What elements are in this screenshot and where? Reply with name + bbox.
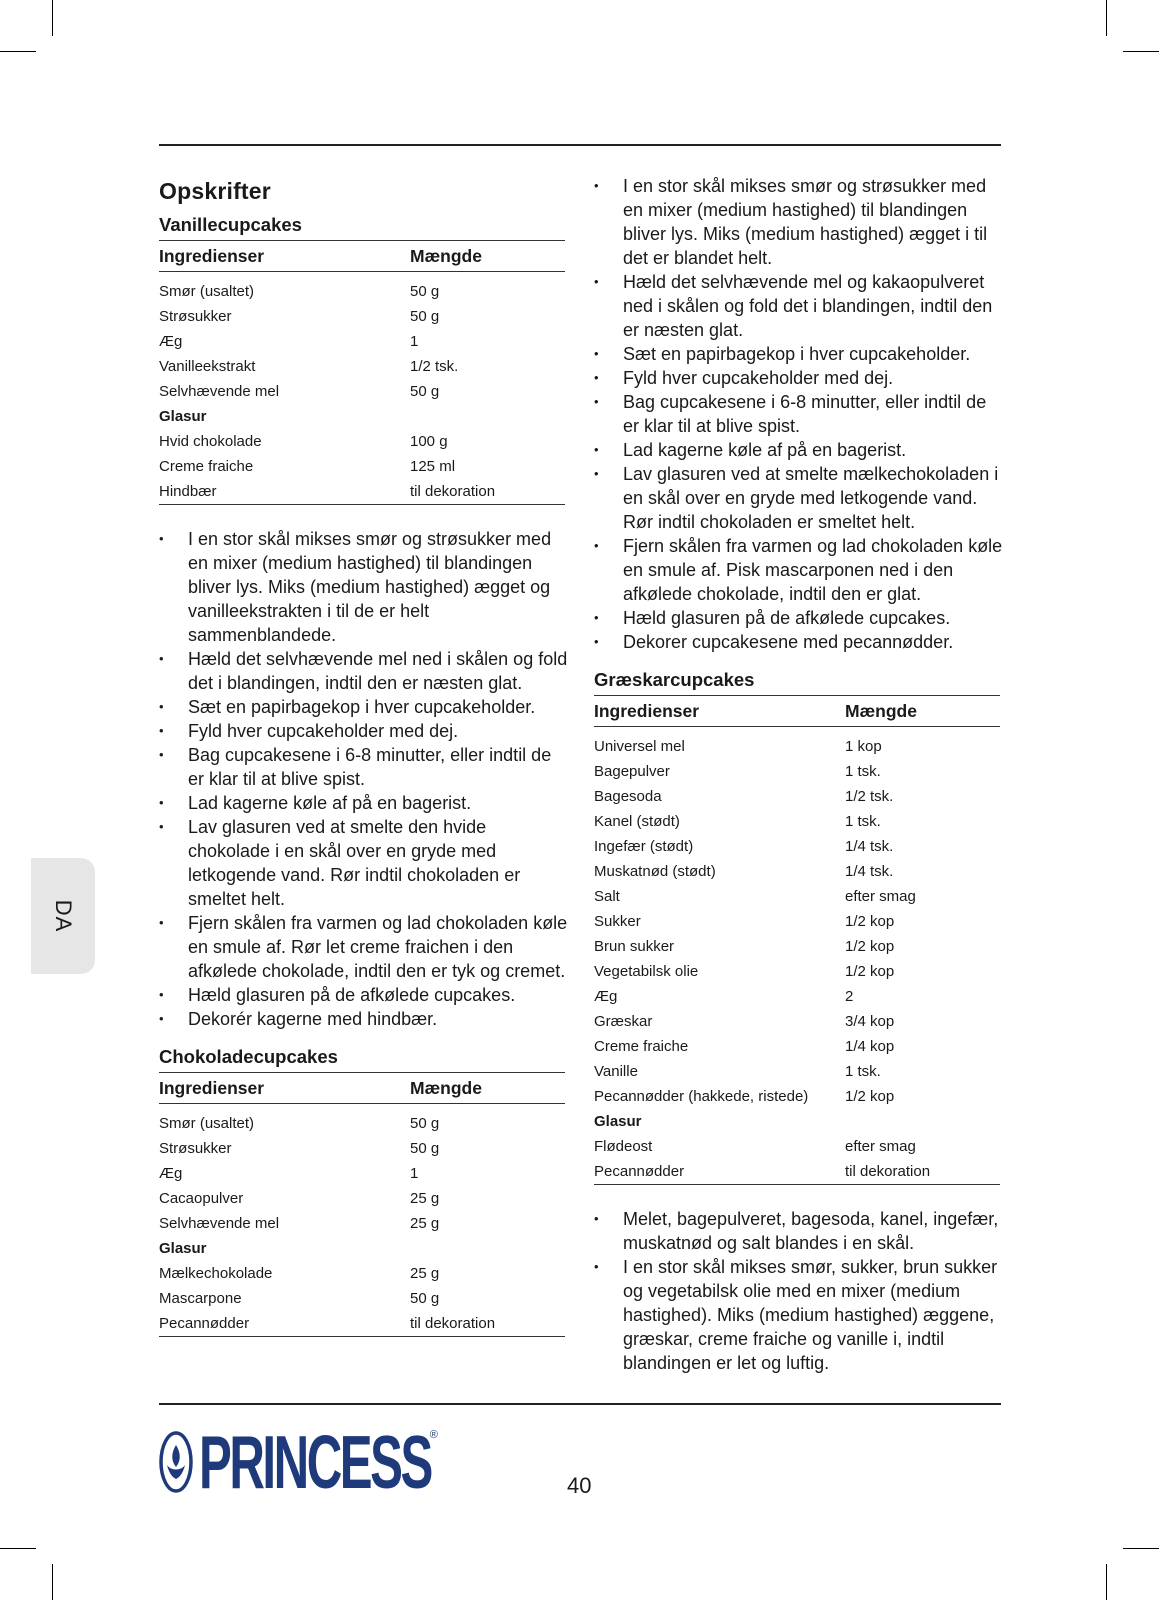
list-item: • Fjern skålen fra varmen og lad chokoladen køle en smule af. Rør let creme fraichen i den afkølede chokolade, indtil den er tyk og cremet. xyxy=(159,911,569,983)
ingredients-table-pumpkin xyxy=(594,695,1000,1185)
table-row xyxy=(594,1009,1000,1034)
ingredient-amount: 50 g xyxy=(410,282,440,300)
table-row xyxy=(159,454,565,479)
ingredients-table-chocolate xyxy=(159,1072,565,1337)
column-header-ingredient: Ingredienser xyxy=(159,241,410,272)
ingredient-amount: 50 g xyxy=(410,1114,440,1132)
ingredient-amount: 125 ml xyxy=(410,458,456,475)
table-row xyxy=(159,354,565,379)
table-row xyxy=(159,379,565,404)
steps-list-pumpkin xyxy=(594,1207,1004,1375)
ingredient-amount: 1/4 tsk. xyxy=(845,863,894,880)
list-item: • Hæld det selvhævende mel ned i skålen og fold det i blandingen, indtil den er næsten glat. xyxy=(159,647,569,695)
ingredient-amount: til dekoration xyxy=(410,1311,565,1337)
ingredient-amount: 1/4 tsk. xyxy=(845,838,894,855)
ingredient-amount: 1/2 tsk. xyxy=(410,358,459,375)
table-row xyxy=(594,1084,1000,1109)
ingredient-name: Selvhævende mel xyxy=(159,383,280,400)
top-rule xyxy=(159,144,1001,146)
list-item: • Bag cupcakesene i 6-8 minutter, eller indtil de er klar til at blive spist. xyxy=(594,390,1004,438)
table-row xyxy=(159,1311,565,1337)
ingredient-name: Muskatnød (stødt) xyxy=(594,863,716,880)
steps-list-vanilla xyxy=(159,527,569,1031)
table-row xyxy=(594,859,1000,884)
list-item: • Lav glasuren ved at smelte den hvide chokolade i en skål over en gryde med letkogende vand. Rør indtil chokoladen er smeltet helt. xyxy=(159,815,569,911)
ingredient-name: Æg xyxy=(594,988,618,1005)
ingredient-amount: 1 xyxy=(410,1165,419,1182)
ingredient-amount xyxy=(410,1236,565,1261)
crop-mark xyxy=(1106,0,1107,36)
ingredient-name: Creme fraiche xyxy=(159,458,254,475)
table-row xyxy=(159,304,565,329)
ingredients-table-vanilla xyxy=(159,240,565,505)
column-header-ingredient: Ingredienser xyxy=(594,696,845,727)
ingredient-amount: 50 g xyxy=(410,383,440,400)
subheading-glaze: Glasur xyxy=(159,408,207,425)
ingredient-name: Bagepulver xyxy=(594,763,670,780)
table-subheading xyxy=(594,1109,1000,1134)
ingredient-amount: 1/2 kop xyxy=(845,913,895,930)
crop-mark xyxy=(52,0,53,36)
table-row xyxy=(594,809,1000,834)
table-row xyxy=(594,984,1000,1009)
table-row xyxy=(594,1034,1000,1059)
subheading-glaze: Glasur xyxy=(159,1240,207,1257)
page-title: Opskrifter xyxy=(159,178,271,204)
ingredient-amount: 2 xyxy=(845,988,854,1005)
steps-list-chocolate xyxy=(594,174,1004,654)
table-row xyxy=(159,329,565,354)
crop-mark xyxy=(1123,1548,1159,1549)
ingredient-amount: 1 tsk. xyxy=(845,813,881,830)
table-subheading xyxy=(159,404,565,429)
ingredient-amount: 1 tsk. xyxy=(845,763,881,780)
ingredient-amount: 25 g xyxy=(410,1215,440,1232)
list-item: • I en stor skål mikses smør og strøsukker med en mixer (medium hastighed) til blandingen bliver lys. Miks (medium hastighed) ægget og vanilleekstrakten i til de er helt sammenblandede. xyxy=(159,527,569,647)
list-item: • Fyld hver cupcakeholder med dej. xyxy=(159,719,569,743)
table-row xyxy=(159,1136,565,1161)
column-header-amount: Mængde xyxy=(410,241,565,272)
ingredient-amount xyxy=(410,404,565,429)
ingredient-amount: 1/2 kop xyxy=(845,963,895,980)
ingredient-amount: efter smag xyxy=(845,888,916,905)
ingredient-amount: 50 g xyxy=(410,1290,440,1307)
ingredient-name: Pecannødder (hakkede, ristede) xyxy=(594,1088,809,1105)
ingredient-name: Pecannødder xyxy=(594,1159,845,1185)
ingredient-name: Smør (usaltet) xyxy=(159,1114,255,1132)
ingredient-amount: 1 tsk. xyxy=(845,1063,881,1080)
ingredient-name: Strøsukker xyxy=(159,1140,232,1157)
ingredient-name: Brun sukker xyxy=(594,938,675,955)
crop-mark xyxy=(52,1564,53,1600)
table-row xyxy=(159,1104,565,1137)
registered-mark: ® xyxy=(429,1429,438,1441)
table-row xyxy=(159,1211,565,1236)
list-item: • Hæld glasuren på de afkølede cupcakes. xyxy=(594,606,1004,630)
table-row xyxy=(159,479,565,505)
crop-mark xyxy=(1106,1564,1107,1600)
ingredient-amount: 1/2 kop xyxy=(845,938,895,955)
ingredient-name: Pecannødder xyxy=(159,1311,410,1337)
ingredient-name: Hindbær xyxy=(159,479,410,505)
list-item: • Fjern skålen fra varmen og lad chokoladen køle en smule af. Pisk mascarponen ned i den afkølede chokolade, indtil den er glat. xyxy=(594,534,1004,606)
subheading-glaze: Glasur xyxy=(594,1113,642,1130)
princess-logo xyxy=(159,1420,438,1504)
ingredient-amount: til dekoration xyxy=(845,1159,1000,1185)
ingredient-name: Cacaopulver xyxy=(159,1190,244,1207)
ingredient-amount: 1 xyxy=(410,333,419,350)
list-item: • Lad kagerne køle af på en bagerist. xyxy=(159,791,569,815)
language-tab-label: DA xyxy=(51,899,76,933)
table-row xyxy=(159,1261,565,1286)
ingredient-name: Vanille xyxy=(594,1063,638,1080)
ingredient-amount: 1/2 kop xyxy=(845,1088,895,1105)
ingredient-name: Flødeost xyxy=(594,1138,653,1155)
ingredient-name: Vanilleekstrakt xyxy=(159,358,256,375)
table-row xyxy=(594,834,1000,859)
ingredient-name: Bagesoda xyxy=(594,788,662,805)
ingredient-amount: til dekoration xyxy=(410,479,565,505)
ingredient-name: Sukker xyxy=(594,913,641,930)
list-item: • Sæt en papirbagekop i hver cupcakeholder. xyxy=(594,342,1004,366)
ingredient-name: Græskar xyxy=(594,1013,653,1030)
ingredient-amount: 25 g xyxy=(410,1190,440,1207)
bottom-rule xyxy=(159,1403,1001,1405)
table-row xyxy=(594,784,1000,809)
ingredient-amount: 100 g xyxy=(410,433,448,450)
ingredient-amount: 3/4 kop xyxy=(845,1013,895,1030)
list-item: • Hæld det selvhævende mel og kakaopulveret ned i skålen og fold det i blandingen, indtil den er næsten glat. xyxy=(594,270,1004,342)
ingredient-name: Æg xyxy=(159,333,183,350)
ingredient-name: Æg xyxy=(159,1165,183,1182)
column-header-amount: Mængde xyxy=(410,1073,565,1104)
table-row xyxy=(594,1059,1000,1084)
table-row xyxy=(594,1159,1000,1185)
list-item: • Lad kagerne køle af på en bagerist. xyxy=(594,438,1004,462)
column-header-amount: Mængde xyxy=(845,696,1000,727)
table-row xyxy=(594,959,1000,984)
table-row xyxy=(159,1161,565,1186)
list-item: • Lav glasuren ved at smelte mælkechokoladen i en skål over en gryde med letkogende vand. Rør indtil chokoladen er smeltet helt. xyxy=(594,462,1004,534)
ingredient-amount: 1 kop xyxy=(845,737,882,755)
column-header-ingredient: Ingredienser xyxy=(159,1073,410,1104)
ingredient-name: Mascarpone xyxy=(159,1290,242,1307)
right-column xyxy=(594,174,1004,1375)
language-tab xyxy=(31,858,95,974)
left-column xyxy=(159,174,568,1337)
ingredient-name: Smør (usaltet) xyxy=(159,282,255,300)
table-row xyxy=(159,1186,565,1211)
recipe-title-chocolate: Chokoladecupcakes xyxy=(159,1046,338,1067)
crop-mark xyxy=(1123,51,1159,52)
list-item: • Dekorér kagerne med hindbær. xyxy=(159,1007,569,1031)
page-number: 40 xyxy=(567,1473,592,1498)
ingredient-name: Salt xyxy=(594,888,620,905)
table-row xyxy=(594,909,1000,934)
ingredient-name: Kanel (stødt) xyxy=(594,813,680,830)
list-item: • Hæld glasuren på de afkølede cupcakes. xyxy=(159,983,569,1007)
ingredient-name: Vegetabilsk olie xyxy=(594,963,699,980)
table-row xyxy=(594,1134,1000,1159)
table-row xyxy=(159,272,565,305)
table-row xyxy=(159,1286,565,1311)
ingredient-amount: 1/2 tsk. xyxy=(845,788,894,805)
list-item: • Sæt en papirbagekop i hver cupcakeholder. xyxy=(159,695,569,719)
list-item: • Bag cupcakesene i 6-8 minutter, eller indtil de er klar til at blive spist. xyxy=(159,743,569,791)
table-subheading xyxy=(159,1236,565,1261)
list-item: • I en stor skål mikses smør og strøsukker med en mixer (medium hastighed) til blandingen bliver lys. Miks (medium hastighed) ægget i til det er blandet helt. xyxy=(594,174,1004,270)
brand-wordmark: PRINCESS xyxy=(199,1420,431,1504)
ingredient-name: Ingefær (stødt) xyxy=(594,838,694,855)
crop-mark xyxy=(0,51,36,52)
ingredient-amount: 25 g xyxy=(410,1265,440,1282)
ingredient-name: Mælkechokolade xyxy=(159,1265,273,1282)
ingredient-name: Universel mel xyxy=(594,737,685,755)
list-item: • Fyld hver cupcakeholder med dej. xyxy=(594,366,1004,390)
ingredient-name: Creme fraiche xyxy=(594,1038,689,1055)
ingredient-amount: 50 g xyxy=(410,1140,440,1157)
ingredient-name: Selvhævende mel xyxy=(159,1215,280,1232)
recipe-title-vanilla: Vanillecupcakes xyxy=(159,214,302,235)
list-item: • I en stor skål mikses smør, sukker, brun sukker og vegetabilsk olie med en mixer (medium hastighed). Miks (medium hastighed) æggene, græskar, creme fraiche og vanille i, indtil blandingen er let og luftig. xyxy=(594,1255,1004,1375)
list-item: • Dekorer cupcakesene med pecannødder. xyxy=(594,630,1004,654)
crop-mark xyxy=(0,1548,36,1549)
list-item: • Melet, bagepulveret, bagesoda, kanel, ingefær, muskatnød og salt blandes i en skål. xyxy=(594,1207,1004,1255)
ingredient-name: Hvid chokolade xyxy=(159,433,262,450)
table-row xyxy=(594,884,1000,909)
table-row xyxy=(594,727,1000,760)
ingredient-amount: 50 g xyxy=(410,308,440,325)
ingredient-amount xyxy=(845,1109,1000,1134)
crown-emblem-icon xyxy=(159,1431,193,1493)
table-row xyxy=(594,759,1000,784)
table-row xyxy=(594,934,1000,959)
recipe-title-pumpkin: Græskarcupcakes xyxy=(594,669,755,690)
ingredient-amount: efter smag xyxy=(845,1138,916,1155)
table-row xyxy=(159,429,565,454)
ingredient-name: Strøsukker xyxy=(159,308,232,325)
ingredient-amount: 1/4 kop xyxy=(845,1038,895,1055)
